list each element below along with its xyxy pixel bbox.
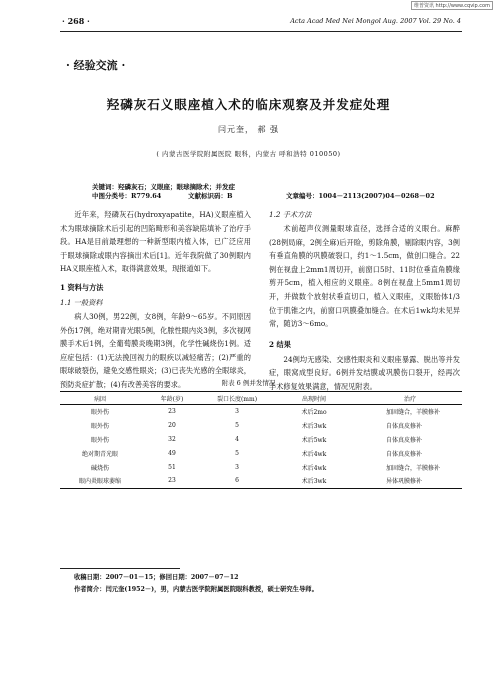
column-header: 年龄(岁)	[140, 392, 204, 405]
document-code: 文献标识码：B	[188, 192, 233, 200]
cell-cause: 眼外伤	[90, 409, 109, 417]
table-row	[60, 419, 462, 433]
page-number: · 268 ·	[62, 16, 90, 26]
cell-time: 术后5wk	[301, 436, 327, 444]
cell-age: 49	[168, 449, 176, 457]
heading-general-data: 1.1 一般资料	[60, 297, 103, 307]
footnote-rule	[60, 568, 180, 569]
cell-treatment: 自体真皮修补	[386, 423, 423, 431]
cell-time: 术后3wk	[270, 474, 358, 488]
heading-materials-methods: 1 资料与方法	[60, 282, 104, 292]
article-title: 羟磷灰石义眼座植入术的临床观察及并发症处理	[106, 97, 391, 112]
table-header-row	[60, 392, 462, 405]
cell-length: 3	[235, 408, 239, 416]
complications-table	[60, 391, 462, 489]
table-row	[60, 460, 462, 474]
column-header: 出现时间	[270, 392, 358, 405]
cell-time: 术后2mo	[301, 409, 327, 417]
section-label: · 经验交流 ·	[66, 59, 126, 72]
header-rule	[60, 31, 462, 32]
author-bio: 作者简介：闫元奎(1952－)，男，内蒙古医学院附属医院眼科教授，硕士研究生导师。	[74, 586, 318, 593]
cell-cause: 眼外伤	[90, 423, 109, 431]
table-row	[60, 474, 462, 488]
keywords: 关键词：羟磷灰石；义眼座；眼球摘除术；并发症	[92, 183, 235, 191]
table-row	[60, 433, 462, 447]
cell-cause: 眼外伤	[90, 436, 109, 444]
surgical-method-paragraph: 术前超声仪测量眼球直径，选择合适的义眼台。麻醉(28例局麻，2例全麻)后开睑，剪除角膜，剔除眼内容，3例有垂直角膜的巩膜破裂口，约1～1.5cm，做创口缝合。22例在视盘上2mm1周切开，前窗口5时、11时位垂直角膜缘剪开5cm，植入相应的义眼座。8例在视盘上5mm1周切开，并做数个放射状垂直切口，植入义眼座，义眼胎体1/3位于肌锥之内，前窗口巩膜叠加缝合。在术后1wk均未见异常，随访3～6mo。	[269, 224, 460, 329]
cell-treatment: 加固缝合，羊膜修补	[386, 464, 441, 472]
table-row	[60, 446, 462, 460]
cell-time: 术后4wk	[301, 464, 327, 472]
cell-length: 5	[235, 422, 239, 430]
watermark: 维普资讯 http://www.cqvip.com	[411, 1, 493, 10]
cell-cause: 碱烧伤	[90, 464, 109, 472]
cell-length: 5	[235, 449, 239, 457]
column-header: 裂口长度(mm)	[204, 392, 270, 405]
cell-length: 4	[235, 435, 239, 443]
cell-age: 23	[168, 408, 176, 416]
cell-treatment: 自体真皮修补	[386, 450, 423, 458]
cell-cause: 绝对期青光眼	[81, 450, 118, 458]
cell-time: 术后4wk	[301, 450, 327, 458]
cell-treatment: 异体巩膜修补	[358, 474, 462, 488]
heading-surgical-method: 1.2 手术方法	[269, 210, 312, 219]
cell-length: 3	[235, 463, 239, 471]
heading-results: 2 结果	[269, 339, 291, 349]
cell-age: 32	[168, 435, 176, 443]
table-row	[60, 405, 462, 419]
column-header: 治疗	[358, 392, 462, 405]
cell-age: 51	[168, 463, 176, 471]
affiliation: ( 内蒙古医学院附属医院 眼科，内蒙古 呼和浩特 010050)	[156, 150, 341, 158]
left-column	[60, 208, 251, 392]
right-column	[269, 208, 460, 394]
cell-age: 20	[168, 422, 176, 430]
cell-time: 术后3wk	[301, 423, 327, 431]
received-date: 收稿日期：2007－01－15；修回日期：2007－07－12	[74, 574, 239, 581]
intro-paragraph: 近年来，羟磷灰石(hydroxyapatite，HA)义眼座植入术为眼球摘除术后引起的凹陷畸形和美容缺陷填补了治疗手段。HA是目前最理想的一种新型眼内植入体，已广泛应用于眼球摘除或眼内容摘出术后[1]。近年我院做了30例眼内HA义眼座植入术，取得满意效果，现报道如下。	[60, 210, 251, 274]
authors: 闫元奎， 郝 强	[217, 125, 280, 134]
column-header: 病因	[60, 392, 140, 405]
results-paragraph: 24例均无感染、交感性眼炎和义眼座暴露、脱出等并发症，眼窝成型良好。6例并发结膜或巩膜伤口裂开，经再次手术修复效果满意，情况见附表。	[269, 354, 460, 391]
cell-treatment: 加固缝合，羊膜修补	[386, 409, 441, 417]
cell-length: 6	[204, 474, 270, 488]
table-caption: 附表 6 例并发情况	[221, 379, 276, 387]
article-number: 文章编号：1004－2113(2007)04－0268－02	[286, 192, 435, 200]
cell-cause: 眼内炎眼球萎缩	[60, 474, 140, 488]
journal-header: Acta Acad Med Nei Mongol Aug. 2007 Vol. 29 No. 4	[290, 17, 461, 25]
general-data-paragraph: 病人30例，男22例，女8例，年龄9～65岁。不同原因外伤17例，绝对期青光眼5例，化脓性眼内炎3例，多次视网膜手术后1例，全葡萄膜炎晚期3例，化学性碱烧伤1例。适应症包括：(1)无法挽回视力的眼疾以减轻痛苦；(2)严重的眼球破裂伤，避免交感性眼炎；(3)已丧失光感的全眼球炎，预防炎症扩散；(4)有改善美容的要求。	[60, 311, 251, 389]
cell-age: 23	[140, 474, 204, 488]
clc-number: 中图分类号：R779.64	[92, 192, 162, 200]
cell-treatment: 自体真皮修补	[386, 436, 423, 444]
